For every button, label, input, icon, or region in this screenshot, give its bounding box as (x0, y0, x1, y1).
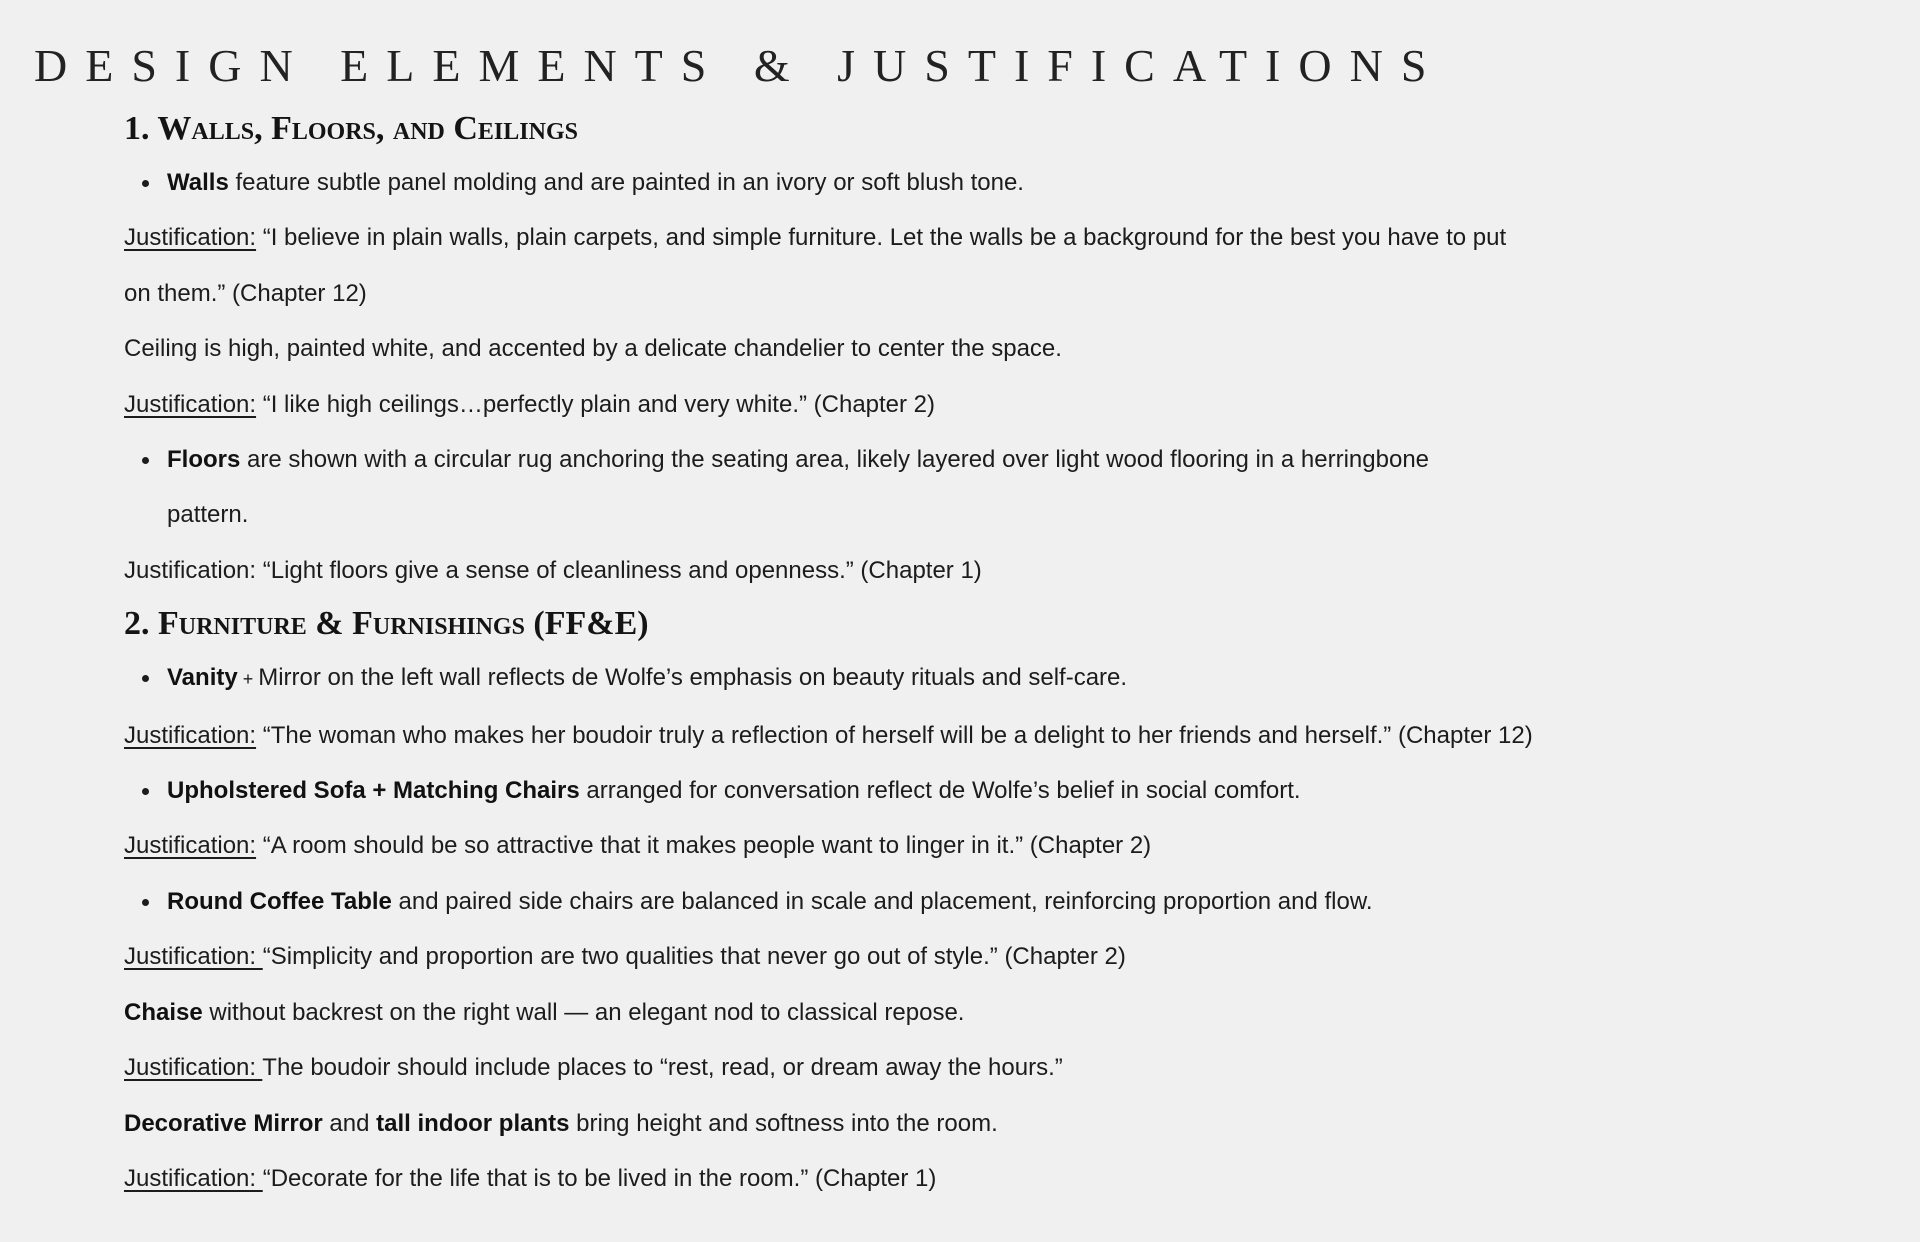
walls-description: feature subtle panel molding and are painted in an ivory or soft blush tone. (228, 169, 1024, 196)
chaise-paragraph (124, 985, 1884, 1040)
justification-label: Justification: (124, 1054, 263, 1082)
and-text: and (322, 1109, 377, 1137)
vanity-bullet (124, 650, 1884, 707)
floors-description: are shown with a circular rug anchoring the seating area, likely layered over light wood flooring in a herringbone (240, 446, 1430, 474)
mirror-plants-quote: “Decorate for the life that is to be lived in the room.” (Chapter 1) (262, 1164, 937, 1192)
walls-term: Walls (167, 169, 229, 196)
floors-justification: Justification: “Light floors give a sense of cleanliness and openness.” (Chapter 1) (124, 556, 982, 584)
walls-justification-continued: on them.” (Chapter 12) (124, 279, 367, 307)
chaise-term: Chaise (124, 998, 203, 1026)
coffee-table-term: Round Coffee Table (167, 887, 392, 915)
justification-label: Justification: (124, 943, 263, 971)
mirror-plants-description: bring height and softness into the room. (569, 1109, 998, 1137)
sofa-quote: “A room should be so attractive that it makes people want to linger in it.” (Chapter 2) (256, 832, 1152, 860)
chaise-quote: The boudoir should include places to “rest, read, or dream away the hours.” (262, 1054, 1063, 1082)
justification-label: Justification: (124, 832, 257, 860)
sofa-description: arranged for conversation reflect de Wolfe’s belief in social comfort. (579, 777, 1301, 805)
plus-sign: + (237, 669, 259, 690)
floors-term: Floors (167, 446, 241, 474)
floors-bullet (124, 432, 1884, 487)
sofa-bullet (124, 763, 1884, 818)
coffee-table-justification (124, 929, 1884, 984)
vanity-justification (124, 708, 1884, 763)
section-heading-furniture-furnishings: 2. Furniture & Furnishings (FF&E) (124, 605, 649, 643)
sofa-justification (124, 818, 1884, 873)
ceiling-quote: “I like high ceilings…perfectly plain and very white.” (Chapter 2) (256, 390, 936, 418)
mirror-plants-paragraph (124, 1096, 1884, 1151)
document-body (124, 103, 1884, 1206)
chaise-justification (124, 1040, 1884, 1095)
justification-label: Justification: (124, 721, 257, 749)
page-title: DESIGN ELEMENTS & JUSTIFICATIONS (34, 40, 1445, 91)
vanity-quote: “The woman who makes her boudoir truly a reflection of herself will be a delight to her friends and herself.” (Chapter 12) (256, 721, 1533, 749)
justification-label: Justification: (124, 1164, 263, 1192)
walls-bullet (124, 155, 1884, 210)
justification-label: Justification: (124, 224, 257, 252)
coffee-table-description: and paired side chairs are balanced in scale and placement, reinforcing proportion and flow. (391, 887, 1373, 915)
chaise-description: without backrest on the right wall — an elegant nod to classical repose. (202, 998, 965, 1026)
vanity-description: Mirror on the left wall reflects de Wolfe’s emphasis on beauty rituals and self-care. (258, 664, 1128, 692)
walls-justification (124, 210, 1884, 265)
section-heading-walls-floors-ceilings: 1. Walls, Floors, and Ceilings (124, 110, 578, 147)
sofa-term: Upholstered Sofa + Matching Chairs (167, 777, 580, 805)
floors-bullet-continued: pattern. (167, 501, 249, 529)
mirror-term: Decorative Mirror (124, 1109, 323, 1137)
mirror-plants-justification (124, 1151, 1884, 1206)
coffee-table-bullet (124, 874, 1884, 929)
vanity-term: Vanity (167, 664, 238, 692)
ceiling-justification (124, 377, 1884, 432)
coffee-table-quote: “Simplicity and proportion are two qualities that never go out of style.” (Chapter 2) (262, 943, 1126, 971)
plants-term: tall indoor plants (376, 1109, 570, 1137)
walls-quote: “I believe in plain walls, plain carpets, and simple furniture. Let the walls be a background for the best you have to put (256, 224, 1507, 252)
ceiling-paragraph: Ceiling is high, painted white, and accented by a delicate chandelier to center the space. (124, 335, 1062, 363)
justification-label: Justification: (124, 390, 257, 418)
